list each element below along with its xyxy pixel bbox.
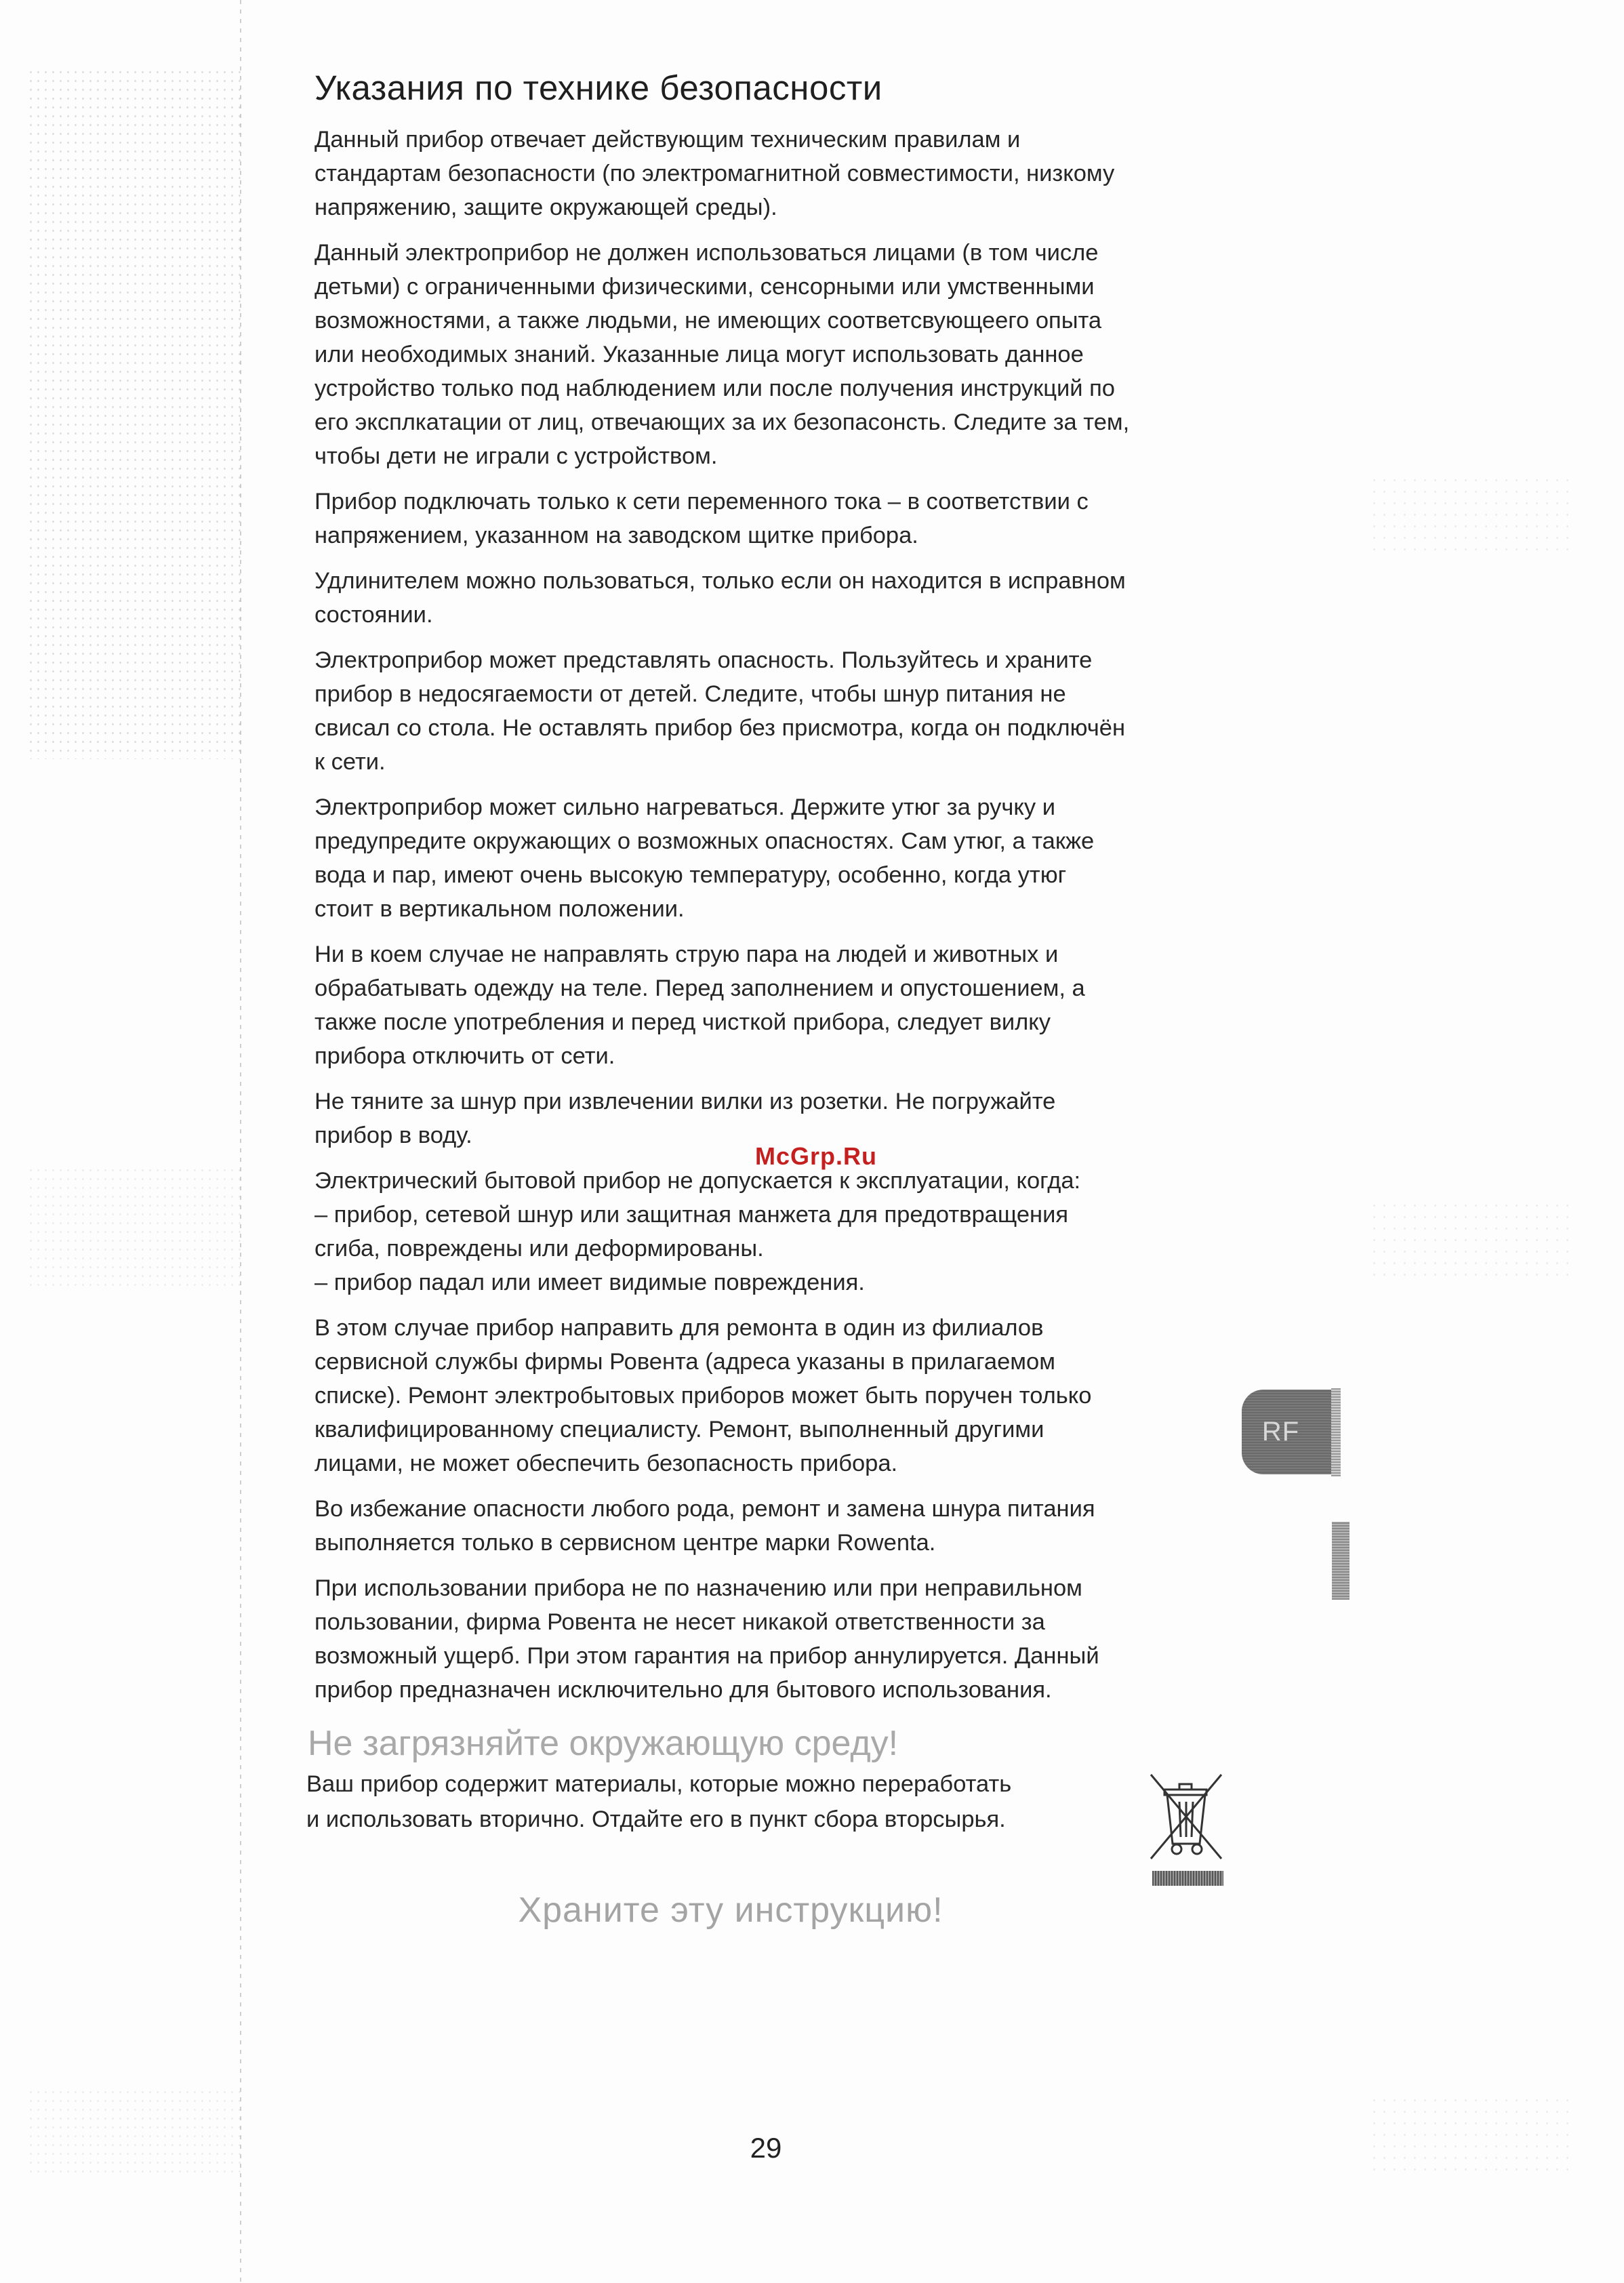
watermark: McGrp.Ru xyxy=(755,1142,878,1170)
paragraph-line: стандартам безопасности (по электромагнитной совместимости, низкому xyxy=(314,161,1115,186)
paragraph-line: Во избежание опасности любого рода, ремонт и замена шнура питания xyxy=(314,1496,1095,1522)
paragraph-line: Данный прибор отвечает действующим техническим правилам и xyxy=(314,127,1021,153)
safety-paragraph xyxy=(314,236,1257,473)
paragraph-line: Электроприбор может представлять опасность. Пользуйтесь и храните xyxy=(314,647,1093,673)
safety-paragraph xyxy=(314,123,1257,224)
paragraph-line: списке). Ремонт электробытовых приборов может быть поручен только xyxy=(314,1383,1092,1409)
paragraph-line: состоянии. xyxy=(314,602,433,628)
paragraph-line: напряжению, защите окружающей среды). xyxy=(314,195,777,220)
paragraph-line: лицами, не может обеспечить безопасность прибора. xyxy=(314,1451,898,1476)
paragraph-line: сервисной службы фирмы Ровента (адреса указаны в прилагаемом xyxy=(314,1349,1055,1375)
paragraph-line: квалифицированному специалисту. Ремонт, выполненный другими xyxy=(314,1417,1044,1442)
language-tab-label: RF xyxy=(1261,1417,1300,1447)
paragraph-line: Ни в коем случае не направлять струю пара на людей и животных и xyxy=(314,942,1059,967)
safety-paragraph xyxy=(314,1164,1257,1299)
safety-paragraph xyxy=(314,1492,1257,1560)
safety-paragraph xyxy=(314,1311,1257,1480)
page-title: Указания по технике безопасности xyxy=(314,68,882,107)
paragraph-line: Прибор подключать только к сети переменного тока – в соответствии с xyxy=(314,489,1089,514)
paragraph-line: его эксплкатации от лиц, отвечающих за их безопасонсть. Следите за тем, xyxy=(314,409,1130,435)
paragraph-line: – прибор падал или имеет видимые повреждения. xyxy=(314,1270,865,1295)
safety-paragraph xyxy=(314,937,1257,1073)
environment-title: Не загрязняйте окружающую среду! xyxy=(308,1724,899,1763)
environment-line: Ваш прибор содержит материалы, которые можно переработать xyxy=(306,1771,1012,1797)
environment-line: и использовать вторично. Отдайте его в пункт сбора вторсырья. xyxy=(306,1806,1006,1832)
safety-paragraph xyxy=(314,485,1257,552)
safety-paragraph xyxy=(314,564,1257,632)
paragraph-line: чтобы дети не играли с устройством. xyxy=(314,443,718,469)
paragraph-line: или необходимых знаний. Указанные лица могут использовать данное xyxy=(314,342,1084,367)
paragraph-line: напряжением, указанном на заводском щитке прибора. xyxy=(314,523,918,548)
safety-paragraph xyxy=(314,790,1257,926)
paragraph-line: сгиба, повреждены или деформированы. xyxy=(314,1236,764,1261)
safety-paragraph xyxy=(314,1571,1257,1707)
paragraph-line: При использовании прибора не по назначению или при неправильном xyxy=(314,1575,1082,1601)
language-tab xyxy=(1242,1390,1340,1474)
paragraph-line: вода и пар, имеют очень высокую температуру, особенно, когда утюг xyxy=(314,862,1067,888)
paragraph-line: Данный электроприбор не должен использоваться лицами (в том числе xyxy=(314,240,1099,266)
paragraph-line: детьми) с ограниченными физическими, сенсорными или умственными xyxy=(314,274,1095,300)
scan-noise-right-2 xyxy=(1369,1200,1572,1281)
scan-noise-bottom xyxy=(27,2088,244,2176)
safety-paragraph xyxy=(314,643,1257,779)
paragraph-line: предупредите окружающих о возможных опасностях. Сам утюг, а также xyxy=(314,828,1095,854)
keep-instructions-note xyxy=(0,1890,1624,1931)
side-marker-bar xyxy=(1332,1522,1349,1600)
paragraph-line: прибора отключить от сети. xyxy=(314,1043,615,1069)
paragraph-line: прибор предназначен исключительно для бытового использования. xyxy=(314,1677,1052,1703)
paragraph-line: стоит в вертикальном положении. xyxy=(314,896,685,922)
paragraph-line: также после употребления и перед чисткой прибора, следует вилку xyxy=(314,1009,1051,1035)
paragraph-line: к сети. xyxy=(314,749,386,775)
scan-noise-top xyxy=(27,68,244,759)
paragraph-line: прибор в воду. xyxy=(314,1123,472,1148)
paragraph-line: устройство только под наблюдением или после получения инструкций по xyxy=(314,376,1115,401)
paragraph-line: Не тяните за шнур при извлечении вилки из розетки. Не погружайте xyxy=(314,1089,1056,1114)
scan-noise-middle xyxy=(27,1166,244,1288)
environment-text xyxy=(306,1766,1187,1837)
paragraph-line: Электроприбор может сильно нагреваться. Держите утюг за ручку и xyxy=(314,794,1055,820)
scan-edge-line xyxy=(240,0,241,2283)
paragraph-line: В этом случае прибор направить для ремонта в один из филиалов xyxy=(314,1315,1044,1341)
page-number: 29 xyxy=(750,2132,782,2164)
paragraph-line: возможный ущерб. При этом гарантия на прибор аннулируется. Данный xyxy=(314,1643,1099,1669)
paragraph-line: выполняется только в сервисном центре марки Rowenta. xyxy=(314,1530,936,1556)
paragraph-line: Электрический бытовой прибор не допускается к эксплуатации, когда: xyxy=(314,1168,1081,1194)
safety-paragraphs xyxy=(305,123,1254,1707)
page-content xyxy=(305,68,1254,1837)
paragraph-line: возможностями, а также людьми, не имеющих соответсвующеего опыта xyxy=(314,308,1102,334)
paragraph-line: обрабатывать одежду на теле. Перед заполнением и опустошением, а xyxy=(314,975,1085,1001)
paragraph-line: – прибор, сетевой шнур или защитная манжета для предотвращения xyxy=(314,1202,1069,1228)
bin-icon-bar xyxy=(1152,1871,1223,1886)
paragraph-line: свисал со стола. Не оставлять прибор без присмотра, когда он подключён xyxy=(314,715,1125,741)
keep-instructions-text: Храните эту инструкцию! xyxy=(518,1891,943,1930)
scan-noise-right-3 xyxy=(1369,2095,1572,2176)
paragraph-line: Удлинителем можно пользоваться, только если он находится в исправном xyxy=(314,568,1126,594)
crossed-out-bin-icon xyxy=(1145,1769,1227,1864)
paragraph-line: прибор в недосягаемости от детей. Следите, чтобы шнур питания не xyxy=(314,681,1066,707)
paragraph-line: пользовании, фирма Ровента не несет никакой ответственности за xyxy=(314,1609,1045,1635)
scan-noise-right-1 xyxy=(1369,474,1572,556)
language-tab-edge xyxy=(1331,1388,1341,1476)
